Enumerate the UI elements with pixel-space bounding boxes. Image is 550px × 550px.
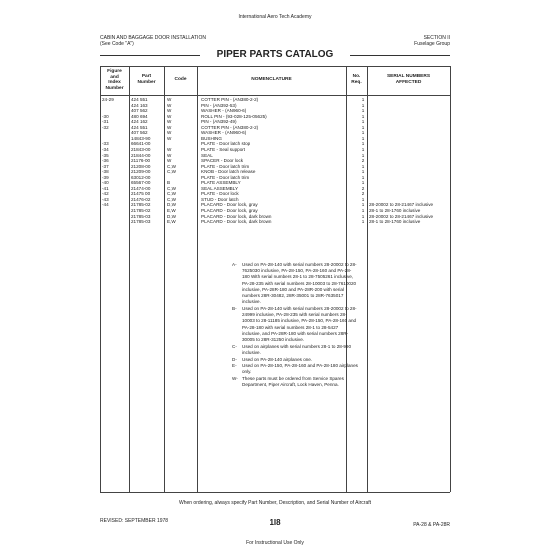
cell-code: W: [167, 158, 172, 164]
cell-nomenclature: PLACARD - Door lock, gray: [201, 208, 258, 213]
col-header-figure-line: Number: [105, 85, 124, 91]
cell-figure-index: -33: [102, 141, 109, 147]
cell-serial-numbers: 28-20002 to 28-21467 inclusive: [369, 213, 434, 219]
cell-part-number: 21474-00: [131, 185, 151, 191]
cell-nomenclature: PLATE - Door lock: [201, 191, 239, 197]
cell-figure-index: -35: [102, 152, 109, 158]
cell-figure-index: -38: [102, 169, 109, 175]
cell-nomenclature: SPACER - Door lock: [201, 158, 244, 164]
cell-code: W: [167, 146, 172, 152]
cell-quantity: 2: [361, 185, 365, 191]
cell-quantity: 1: [361, 180, 365, 186]
cell-quantity: 1: [361, 196, 365, 202]
table-row: [100, 219, 450, 225]
cell-code: E,W: [167, 219, 176, 225]
cell-quantity: 1: [361, 219, 365, 225]
cell-code: W: [167, 152, 172, 158]
cell-nomenclature: PLATE - Seal support: [201, 146, 246, 152]
cell-code: C,W: [167, 185, 176, 191]
cell-nomenclature: SEAL ASSEMBLY: [201, 185, 239, 191]
cell-nomenclature: WASHER - (AN960-6): [201, 108, 247, 114]
cell-serial-numbers: 28-1 to 28-1760 inclusive: [369, 208, 421, 213]
cell-figure-index: -34: [102, 146, 109, 152]
revision-date: REVISED: SEPTEMBER 1978: [100, 518, 169, 524]
cell-figure-index: -44: [102, 202, 109, 208]
cell-nomenclature: PLATE - Door latch stop: [201, 141, 251, 147]
cell-quantity: 1: [361, 130, 365, 136]
cell-nomenclature: PLACARD - Door lock, gray: [201, 202, 258, 208]
cell-nomenclature: SEAL: [201, 152, 213, 158]
cell-figure-index: -41: [102, 185, 109, 191]
col-header-nomenclature: NOMENCLATURE: [251, 77, 292, 82]
cell-nomenclature: PLATE - Door latch trim: [201, 163, 250, 169]
cell-quantity: 1: [361, 208, 365, 213]
table-top-rule: [100, 66, 450, 67]
cell-nomenclature: PLATE - Door latch trim: [201, 174, 250, 180]
code-note: [232, 376, 358, 388]
code-note-key: A-: [232, 262, 237, 267]
table-border-right: [450, 66, 451, 492]
cell-code: W: [167, 135, 172, 141]
cell-code: W: [167, 102, 172, 108]
cell-part-number: 21208-00: [131, 163, 151, 169]
section-title-line1: CABIN AND BAGGAGE DOOR INSTALLATION: [100, 35, 206, 41]
cell-figure-index: -40: [102, 180, 109, 186]
cell-part-number: 21785-03: [131, 219, 151, 225]
cell-code: D,W: [167, 213, 176, 219]
cell-code: E,W: [167, 208, 176, 213]
cell-part-number: 21844-00: [131, 152, 151, 158]
code-note-text: Used on PA-28-140 with serial numbers 28-20002 to 28-24999 inclusive, PA-28-235 with serial numbers 28-10003 to 28-11185 inclusive, PA-28-150, PA-28-160 and PA-28-180 with serial numbers 28-1 to 28-5427 inclusive, and PA-28R-180 with serial numbers 28R-30005 to 28R-31250 inclusive.: [242, 305, 357, 342]
cell-quantity: 1: [361, 163, 365, 169]
cell-quantity: 1: [361, 152, 365, 158]
cell-code: W: [167, 113, 172, 119]
cell-part-number: 21785-02: [131, 202, 151, 208]
code-note-text: Used on airplanes with serial numbers 28-1 to 28-990 inclusive.: [242, 343, 352, 355]
code-note-text: These parts must be ordered from Service Spares Department, Piper Aircraft, Lock Haven, Penna.: [242, 376, 344, 388]
col-header-serial-line: AFFECTED: [395, 79, 422, 85]
section-title: [100, 36, 206, 48]
code-notes: [232, 262, 358, 389]
col-header-figure-line: Figure: [107, 69, 122, 74]
col-header-code: Code: [174, 77, 187, 82]
col-header-figure-line: and: [110, 74, 119, 80]
cell-code: W: [167, 97, 172, 102]
code-note-text: Used on PA-28-140 airplanes one.: [242, 356, 313, 362]
cell-quantity: 1: [361, 113, 365, 119]
cell-quantity: 2: [361, 158, 365, 164]
code-note: [232, 363, 358, 375]
document-banner: International Aero Tech Academy: [238, 14, 312, 20]
cell-figure-index: 24-29: [102, 97, 114, 102]
code-note: [232, 306, 358, 343]
code-note-key: D-: [232, 356, 237, 362]
col-header-serial: [367, 74, 450, 85]
cell-part-number: 424 163: [131, 102, 148, 108]
cell-figure-index: -43: [102, 196, 109, 202]
cell-nomenclature: STUD - Door latch: [201, 196, 239, 202]
cell-code: W: [167, 124, 172, 130]
cell-part-number: 424 162: [131, 119, 148, 125]
col-header-qty-line: Req.: [351, 79, 362, 85]
cell-nomenclature: PLACARD - Door lock, dark brown: [201, 213, 272, 219]
cell-part-number: 480 694: [131, 113, 148, 119]
cell-code: C,W: [167, 196, 176, 202]
cell-figure-index: -32: [102, 124, 109, 130]
code-note-text: Used on PA-28-150, PA-28-160 and PA-28-180 airplanes only.: [242, 363, 358, 375]
cell-part-number: 424 551: [131, 124, 148, 130]
cell-part-number: 66641-00: [131, 141, 151, 147]
cell-nomenclature: PIN - (AN392-53): [201, 102, 237, 108]
section-title-line2: (See Code "A"): [100, 40, 134, 47]
instructional-note: For Instructional Use Only: [246, 540, 304, 546]
cell-figure-index: -37: [102, 163, 109, 169]
cell-figure-index: -36: [102, 158, 109, 164]
col-header-serial-line: SERIAL NUMBERS: [386, 74, 431, 79]
col-header-part-line: Part: [141, 74, 152, 79]
page-number: 1I8: [269, 518, 281, 527]
col-header-qty-line: No.: [352, 74, 361, 79]
cell-part-number: 21476-02: [131, 196, 151, 202]
cell-nomenclature: COTTER PIN - (AN380-2-2): [201, 124, 259, 130]
section-group: Fuselage Group: [414, 40, 450, 47]
cell-nomenclature: PLATE ASSEMBLY: [201, 180, 241, 186]
cell-serial-numbers: 28-20002 to 28-21467 inclusive: [369, 202, 434, 208]
cell-nomenclature: COTTER PIN - (AN380-2-2): [201, 97, 259, 102]
code-note: [232, 357, 358, 363]
col-header-part-line: Number: [137, 79, 156, 85]
cell-nomenclature: WASHER - (AN960-6): [201, 130, 247, 136]
cell-part-number: 424 551: [131, 97, 148, 102]
cell-quantity: 1: [361, 202, 365, 208]
code-note-text: Used on PA-28-140 with serial numbers 28-20002 to 28-7625030 inclusive, PA-28-150, PA-28-160 and PA-28-180 With serial numbers 28-1 to 28-7505261 inclusive, PA-28-235 with serial numbers 28-10003 to 28-7610020 inclusive, PA-28R-180 and PA-28R-200 with serial numbers 28R-30482, 28R-35001 to 28R-7635017 inclusive.: [242, 262, 357, 305]
code-note: [232, 262, 358, 305]
cell-nomenclature: PIN - (AN392-49): [201, 119, 237, 125]
cell-code: W: [167, 130, 172, 136]
cell-figure-index: -39: [102, 174, 109, 180]
cell-nomenclature: ROLL PIN - (93-028-125-05625): [201, 113, 267, 119]
cell-code: C,W: [167, 191, 176, 197]
cell-part-number: 65567-00: [131, 180, 151, 186]
cell-quantity: 1: [361, 119, 365, 125]
code-note: [232, 344, 358, 356]
cell-part-number: 21475 00: [131, 191, 151, 197]
catalog-title: PIPER PARTS CATALOG: [216, 49, 334, 60]
cell-serial-numbers: 28-1 to 28-1760 inclusive: [369, 219, 421, 225]
cell-code: W: [167, 119, 172, 125]
cell-code: W: [167, 108, 172, 114]
cell-part-number: 21209-00: [131, 169, 151, 175]
cell-quantity: 1: [361, 135, 365, 141]
cell-code: B: [167, 180, 171, 186]
cell-quantity: 1: [361, 108, 365, 114]
cell-part-number: 407 562: [131, 108, 148, 114]
cell-quantity: 1: [361, 124, 365, 130]
cell-quantity: 1: [361, 146, 365, 152]
cell-part-number: 21176-00: [131, 158, 151, 164]
code-note-key: W-: [232, 376, 238, 382]
cell-nomenclature: PLACARD - Door lock, dark brown: [201, 219, 272, 225]
cell-quantity: 1: [361, 213, 365, 219]
cell-quantity: 1: [361, 97, 365, 102]
cell-quantity: 1: [361, 141, 365, 147]
code-note-key: C-: [232, 343, 237, 349]
table-header-rule: [100, 95, 450, 96]
cell-part-number: 21785-03: [131, 213, 151, 219]
code-note-key: B-: [232, 305, 237, 311]
col-header-figure: [100, 69, 129, 91]
cell-quantity: 1: [361, 102, 365, 108]
cell-code: C,W: [167, 169, 176, 175]
cell-code: C,W: [167, 163, 176, 169]
cell-code: D,W: [167, 202, 176, 208]
cell-part-number: 14843-90: [131, 135, 151, 141]
cell-nomenclature: BUSHING: [201, 135, 222, 141]
section-label: [414, 36, 450, 48]
cell-part-number: 63012-00: [131, 174, 151, 180]
cell-quantity: 2: [361, 191, 365, 197]
table-bottom-rule: [100, 492, 450, 493]
cell-figure-index: -42: [102, 191, 109, 197]
code-note-key: E-: [232, 363, 237, 369]
cell-part-number: 407 562: [131, 130, 148, 136]
cell-figure-index: -30: [102, 113, 109, 119]
col-header-qty: [346, 74, 367, 85]
section-number: SECTION II: [423, 35, 450, 41]
ordering-note: When ordering, always specify Part Number, Description, and Serial Number of Aircraft: [178, 500, 372, 506]
cell-quantity: 1: [361, 169, 365, 175]
cell-quantity: 1: [361, 174, 365, 180]
col-header-part: [129, 74, 164, 85]
cell-figure-index: -31: [102, 119, 109, 125]
cell-part-number: 21785-02: [131, 208, 151, 213]
col-header-figure-line: Index: [108, 80, 121, 85]
aircraft-model: PA-28 & PA-28R: [413, 522, 450, 528]
cell-nomenclature: KNOB - Door latch release: [201, 169, 256, 175]
cell-part-number: 21843-00: [131, 146, 151, 152]
